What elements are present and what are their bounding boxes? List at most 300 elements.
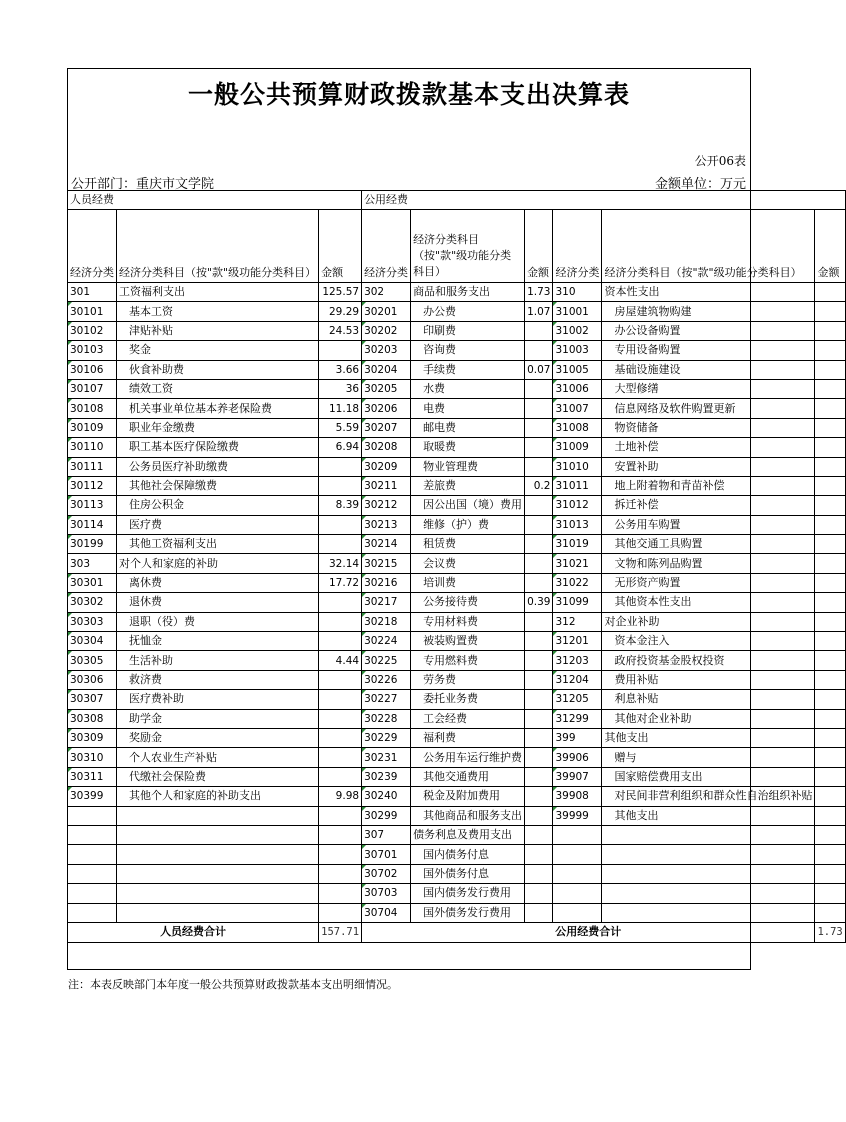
cell-name: 抚恤金: [117, 632, 319, 651]
cell-name: 生活补助: [117, 651, 319, 670]
cell-code: 30701: [362, 845, 411, 864]
cell-name: 办公费: [411, 302, 525, 321]
public-total-value: 1.73: [815, 922, 845, 942]
cell-code: 31006: [553, 379, 602, 398]
cell-code: 31011: [553, 476, 602, 495]
cell-amount: [525, 903, 553, 922]
cell-code: 30224: [362, 632, 411, 651]
cell-name: [117, 806, 319, 825]
cell-name: 助学金: [117, 709, 319, 728]
cell-code: 30311: [68, 767, 117, 786]
table-row: [68, 845, 846, 864]
cell-code: 30231: [362, 748, 411, 767]
header-name: 经济分类科目（按"款"级功能分类科目）: [602, 210, 815, 283]
cell-name: 其他支出: [602, 728, 815, 747]
cell-code: 30217: [362, 593, 411, 612]
cell-code: 31201: [553, 632, 602, 651]
unit-label: 金额单位：万元: [654, 177, 746, 192]
cell-amount: 9.98: [319, 787, 362, 806]
cell-name: 代缴社会保险费: [117, 767, 319, 786]
cell-name: 地上附着物和青苗补偿: [602, 476, 815, 495]
cell-amount: [525, 864, 553, 883]
cell-amount: [525, 573, 553, 592]
table-row: [68, 748, 846, 767]
cell-code: 30239: [362, 767, 411, 786]
cell-code: 31019: [553, 535, 602, 554]
cell-code: 31205: [553, 690, 602, 709]
table-row: [68, 515, 846, 534]
cell-name: 津贴补贴: [117, 321, 319, 340]
table-row: [68, 612, 846, 631]
header-name: 经济分类科目（按"款"级功能分类科目）: [411, 210, 525, 283]
cell-name: [117, 864, 319, 883]
cell-name: 职业年金缴费: [117, 418, 319, 437]
cell-name: 无形资产购置: [602, 573, 815, 592]
cell-name: 房屋建筑物购建: [602, 302, 815, 321]
cell-amount: [815, 496, 845, 515]
cell-amount: 8.39: [319, 496, 362, 515]
footnote: 注：本表反映部门本年度一般公共预算财政拨款基本支出明细情况。: [68, 978, 398, 991]
cell-name: 福利费: [411, 728, 525, 747]
cell-amount: 17.72: [319, 573, 362, 592]
public-total-label: 公用经费合计: [362, 922, 815, 942]
cell-code: 30302: [68, 593, 117, 612]
cell-name: 其他交通费用: [411, 767, 525, 786]
cell-amount: [525, 690, 553, 709]
cell-name: 手续费: [411, 360, 525, 379]
cell-code: 30207: [362, 418, 411, 437]
cell-amount: [319, 825, 362, 844]
cell-amount: [815, 321, 845, 340]
cell-name: 专用材料费: [411, 612, 525, 631]
cell-code: [68, 825, 117, 844]
cell-name: 工会经费: [411, 709, 525, 728]
table-row: [68, 341, 846, 360]
cell-name: 其他商品和服务支出: [411, 806, 525, 825]
cell-code: 30208: [362, 438, 411, 457]
cell-amount: [525, 535, 553, 554]
cell-amount: [815, 360, 845, 379]
cell-code: 30112: [68, 476, 117, 495]
cell-amount: [815, 341, 845, 360]
cell-name: 会议费: [411, 554, 525, 573]
form-number: 公开06表: [694, 154, 746, 168]
cell-amount: [525, 438, 553, 457]
cell-name: 公务接待费: [411, 593, 525, 612]
cell-code: [553, 825, 602, 844]
cell-name: 公务用车运行维护费: [411, 748, 525, 767]
cell-amount: [525, 825, 553, 844]
cell-code: 30212: [362, 496, 411, 515]
cell-amount: [319, 884, 362, 903]
cell-code: 30110: [68, 438, 117, 457]
cell-code: 30213: [362, 515, 411, 534]
cell-name: 商品和服务支出: [411, 283, 525, 302]
table-row: [68, 728, 846, 747]
table-row: [68, 651, 846, 670]
cell-amount: [525, 748, 553, 767]
cell-name: [117, 845, 319, 864]
cell-name: 专用燃料费: [411, 651, 525, 670]
cell-amount: 0.07: [525, 360, 553, 379]
cell-code: 31299: [553, 709, 602, 728]
cell-amount: [815, 632, 845, 651]
cell-amount: [525, 632, 553, 651]
cell-name: 国内债务发行费用: [411, 884, 525, 903]
cell-amount: 1.07: [525, 302, 553, 321]
cell-amount: [319, 903, 362, 922]
table-row: [68, 864, 846, 883]
cell-name: 取暖费: [411, 438, 525, 457]
cell-name: 医疗费补助: [117, 690, 319, 709]
cell-code: 31021: [553, 554, 602, 573]
header-amount: 金额: [815, 210, 845, 283]
cell-name: 邮电费: [411, 418, 525, 437]
cell-code: 30201: [362, 302, 411, 321]
cell-amount: [815, 418, 845, 437]
cell-code: 30703: [362, 884, 411, 903]
cell-name: 信息网络及软件购置更新: [602, 399, 815, 418]
cell-name: 奖金: [117, 341, 319, 360]
cell-amount: [815, 787, 845, 806]
cell-name: [117, 825, 319, 844]
cell-amount: [815, 476, 845, 495]
cell-code: 30109: [68, 418, 117, 437]
cell-name: 利息补贴: [602, 690, 815, 709]
cell-name: 大型修缮: [602, 379, 815, 398]
cell-code: 31099: [553, 593, 602, 612]
cell-name: 咨询费: [411, 341, 525, 360]
table-row: [68, 709, 846, 728]
cell-name: 电费: [411, 399, 525, 418]
cell-name: 基本工资: [117, 302, 319, 321]
cell-code: 30299: [362, 806, 411, 825]
cell-name: [117, 903, 319, 922]
cell-code: 307: [362, 825, 411, 844]
cell-code: 30301: [68, 573, 117, 592]
cell-name: 赠与: [602, 748, 815, 767]
cell-code: 30114: [68, 515, 117, 534]
cell-name: 租赁费: [411, 535, 525, 554]
header-amount: 金额: [319, 210, 362, 283]
cell-name: 资本性支出: [602, 283, 815, 302]
cell-code: 31009: [553, 438, 602, 457]
cell-code: 312: [553, 612, 602, 631]
cell-code: 30308: [68, 709, 117, 728]
cell-amount: [319, 632, 362, 651]
cell-amount: 6.94: [319, 438, 362, 457]
cell-code: [68, 864, 117, 883]
personnel-total-label: 人员经费合计: [68, 922, 319, 942]
cell-code: 31010: [553, 457, 602, 476]
table-row: [68, 283, 846, 302]
totals-row: [68, 922, 846, 942]
cell-code: 30303: [68, 612, 117, 631]
cell-code: 30310: [68, 748, 117, 767]
cell-amount: [815, 690, 845, 709]
cell-code: 30218: [362, 612, 411, 631]
cell-code: 30216: [362, 573, 411, 592]
cell-code: 30206: [362, 399, 411, 418]
table-row: [68, 825, 846, 844]
cell-name: 被装购置费: [411, 632, 525, 651]
cell-amount: [319, 709, 362, 728]
cell-amount: [319, 748, 362, 767]
cell-code: 30199: [68, 535, 117, 554]
cell-name: 国外债务付息: [411, 864, 525, 883]
table-row: [68, 884, 846, 903]
cell-code: 30225: [362, 651, 411, 670]
table-row: [68, 535, 846, 554]
cell-amount: [319, 476, 362, 495]
cell-code: 30304: [68, 632, 117, 651]
cell-amount: [525, 845, 553, 864]
cell-name: 公务用车购置: [602, 515, 815, 534]
cell-code: [68, 884, 117, 903]
table-row: [68, 379, 846, 398]
cell-name: 其他交通工具购置: [602, 535, 815, 554]
table-row: [68, 787, 846, 806]
cell-code: 30107: [68, 379, 117, 398]
cell-code: 30226: [362, 670, 411, 689]
cell-amount: [815, 709, 845, 728]
cell-amount: [525, 709, 553, 728]
cell-name: [602, 825, 815, 844]
cell-amount: [525, 651, 553, 670]
cell-name: 住房公积金: [117, 496, 319, 515]
cell-name: 印刷费: [411, 321, 525, 340]
cell-name: 国家赔偿费用支出: [602, 767, 815, 786]
cell-name: 拆迁补偿: [602, 496, 815, 515]
cell-name: 文物和陈列品购置: [602, 554, 815, 573]
header-name: 经济分类科目（按"款"级功能分类科目）: [117, 210, 319, 283]
cell-name: 救济费: [117, 670, 319, 689]
table-row: [68, 302, 846, 321]
cell-code: 30101: [68, 302, 117, 321]
cell-name: 维修（护）费: [411, 515, 525, 534]
cell-amount: [525, 554, 553, 573]
cell-code: 31001: [553, 302, 602, 321]
cell-code: 31012: [553, 496, 602, 515]
cell-amount: [815, 457, 845, 476]
cell-amount: [319, 690, 362, 709]
column-header-row: [68, 210, 846, 283]
cell-name: 物资储备: [602, 418, 815, 437]
cell-amount: [815, 864, 845, 883]
cell-name: 物业管理费: [411, 457, 525, 476]
cell-name: [602, 884, 815, 903]
cell-amount: [815, 806, 845, 825]
cell-name: 其他支出: [602, 806, 815, 825]
table-row: [68, 418, 846, 437]
cell-name: 其他对企业补助: [602, 709, 815, 728]
cell-amount: [319, 593, 362, 612]
table-row: [68, 632, 846, 651]
cell-code: [553, 903, 602, 922]
cell-amount: [319, 670, 362, 689]
personnel-total-value: 157.71: [319, 922, 362, 942]
cell-name: 委托业务费: [411, 690, 525, 709]
table-row: [68, 360, 846, 379]
cell-amount: 32.14: [319, 554, 362, 573]
cell-code: 30106: [68, 360, 117, 379]
cell-amount: 11.18: [319, 399, 362, 418]
cell-amount: [319, 515, 362, 534]
cell-name: 基础设施建设: [602, 360, 815, 379]
cell-amount: [525, 728, 553, 747]
expenditure-table: [67, 190, 846, 943]
cell-name: 其他个人和家庭的补助支出: [117, 787, 319, 806]
cell-name: 专用设备购置: [602, 341, 815, 360]
cell-amount: [525, 496, 553, 515]
table-row: [68, 496, 846, 515]
cell-name: 资本金注入: [602, 632, 815, 651]
cell-name: [602, 903, 815, 922]
cell-code: [68, 903, 117, 922]
cell-code: 30202: [362, 321, 411, 340]
cell-code: 30309: [68, 728, 117, 747]
section-public: 公用经费: [362, 191, 846, 210]
cell-amount: [319, 612, 362, 631]
cell-amount: [815, 825, 845, 844]
cell-amount: [815, 438, 845, 457]
cell-code: 301: [68, 283, 117, 302]
cell-name: 培训费: [411, 573, 525, 592]
cell-name: 个人农业生产补贴: [117, 748, 319, 767]
cell-name: 其他工资福利支出: [117, 535, 319, 554]
cell-code: 30211: [362, 476, 411, 495]
table-row: [68, 573, 846, 592]
cell-amount: [319, 845, 362, 864]
cell-name: 税金及附加费用: [411, 787, 525, 806]
cell-amount: [525, 767, 553, 786]
cell-name: 对企业补助: [602, 612, 815, 631]
cell-code: 30399: [68, 787, 117, 806]
section-personnel: 人员经费: [68, 191, 362, 210]
cell-amount: [815, 554, 845, 573]
cell-name: 对个人和家庭的补助: [117, 554, 319, 573]
cell-code: 30203: [362, 341, 411, 360]
cell-amount: [815, 573, 845, 592]
cell-amount: [815, 593, 845, 612]
cell-code: 30227: [362, 690, 411, 709]
cell-code: [68, 806, 117, 825]
cell-amount: 0.39: [525, 593, 553, 612]
cell-amount: 4.44: [319, 651, 362, 670]
table-row: [68, 670, 846, 689]
cell-code: 39999: [553, 806, 602, 825]
cell-amount: [525, 341, 553, 360]
table-row: [68, 554, 846, 573]
cell-name: 医疗费: [117, 515, 319, 534]
cell-code: [553, 884, 602, 903]
header-code: 经济分类: [553, 210, 602, 283]
cell-amount: [815, 670, 845, 689]
cell-name: 债务利息及费用支出: [411, 825, 525, 844]
cell-amount: [525, 787, 553, 806]
cell-code: 302: [362, 283, 411, 302]
cell-amount: [815, 651, 845, 670]
cell-name: 因公出国（境）费用: [411, 496, 525, 515]
cell-amount: 24.53: [319, 321, 362, 340]
cell-amount: 3.66: [319, 360, 362, 379]
section-header-row: [68, 191, 846, 210]
cell-code: 31204: [553, 670, 602, 689]
cell-name: 水费: [411, 379, 525, 398]
table-row: [68, 476, 846, 495]
cell-amount: [319, 341, 362, 360]
cell-code: 310: [553, 283, 602, 302]
cell-amount: [815, 302, 845, 321]
cell-amount: [815, 399, 845, 418]
cell-amount: 125.57: [319, 283, 362, 302]
cell-amount: [525, 379, 553, 398]
cell-amount: [319, 457, 362, 476]
cell-amount: [525, 612, 553, 631]
cell-code: [68, 845, 117, 864]
cell-code: 30229: [362, 728, 411, 747]
cell-code: 30215: [362, 554, 411, 573]
cell-code: 31022: [553, 573, 602, 592]
cell-name: 工资福利支出: [117, 283, 319, 302]
department-label: 公开部门：重庆市文学院: [71, 177, 215, 192]
cell-amount: [815, 728, 845, 747]
cell-code: 30307: [68, 690, 117, 709]
cell-amount: [815, 884, 845, 903]
cell-amount: [525, 321, 553, 340]
cell-code: 30305: [68, 651, 117, 670]
cell-name: 土地补偿: [602, 438, 815, 457]
table-row: [68, 457, 846, 476]
cell-amount: [815, 283, 845, 302]
cell-code: [553, 864, 602, 883]
cell-name: 国外债务发行费用: [411, 903, 525, 922]
cell-code: 31008: [553, 418, 602, 437]
cell-code: 30205: [362, 379, 411, 398]
cell-amount: [319, 806, 362, 825]
cell-name: 机关事业单位基本养老保险费: [117, 399, 319, 418]
cell-code: 30111: [68, 457, 117, 476]
header-amount: 金额: [525, 210, 553, 283]
cell-name: 离休费: [117, 573, 319, 592]
cell-name: 职工基本医疗保险缴费: [117, 438, 319, 457]
cell-amount: [525, 418, 553, 437]
cell-amount: 0.2: [525, 476, 553, 495]
cell-code: 303: [68, 554, 117, 573]
cell-amount: [815, 903, 845, 922]
cell-code: 30103: [68, 341, 117, 360]
table-row: [68, 593, 846, 612]
cell-name: [602, 864, 815, 883]
cell-amount: [525, 806, 553, 825]
table-row: [68, 438, 846, 457]
cell-code: 30209: [362, 457, 411, 476]
cell-code: 39908: [553, 787, 602, 806]
cell-code: 31013: [553, 515, 602, 534]
cell-amount: [815, 748, 845, 767]
cell-code: 31203: [553, 651, 602, 670]
cell-code: 30214: [362, 535, 411, 554]
cell-name: 绩效工资: [117, 379, 319, 398]
cell-name: 其他资本性支出: [602, 593, 815, 612]
cell-amount: [525, 457, 553, 476]
cell-code: 399: [553, 728, 602, 747]
cell-amount: [525, 670, 553, 689]
cell-amount: [815, 612, 845, 631]
cell-code: 30113: [68, 496, 117, 515]
cell-code: 39907: [553, 767, 602, 786]
table-row: [68, 690, 846, 709]
